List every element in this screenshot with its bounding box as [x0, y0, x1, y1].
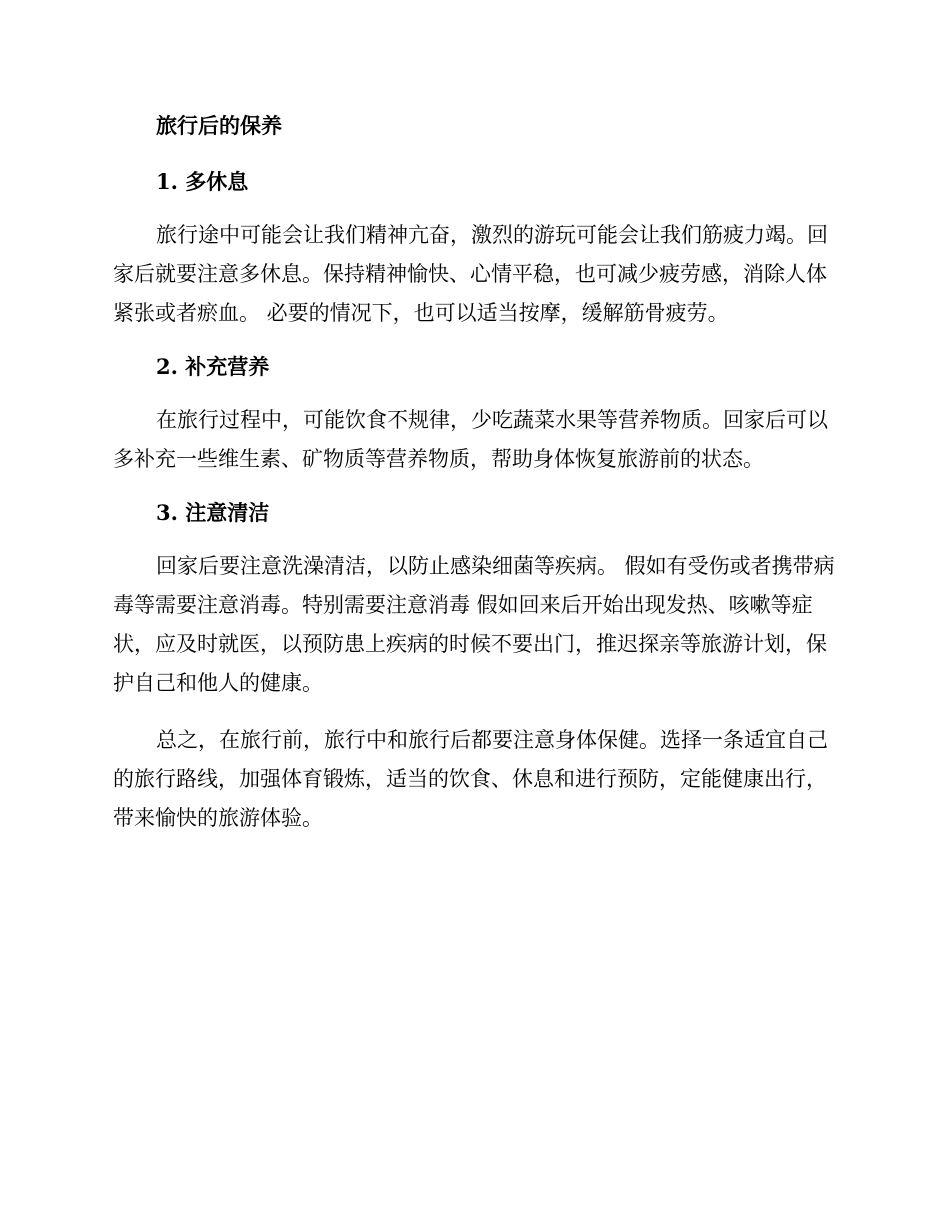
section-paragraph-rest: 旅行途中可能会让我们精神亢奋，激烈的游玩可能会让我们筋疲力竭。回家后就要注意多休息。保持精神愉快、心情平稳，也可减少疲劳感，消除人体紧张或者瘀血。 必要的情况下，也可以适当按摩，缓解筋骨疲劳。	[113, 223, 828, 325]
document-title: 旅行后的保养	[156, 113, 282, 138]
section-heading-rest: 1. 多休息	[156, 169, 249, 194]
section-heading-cleaning: 3. 注意清洁	[156, 500, 270, 525]
document-body	[113, 110, 839, 838]
section-paragraph-cleaning: 回家后要注意洗澡清洁，以防止感染细菌等疾病。 假如有受伤或者携带病毒等需要注意消毒。特别需要注意消毒 假如回来后开始出现发热、咳嗽等症状，应及时就医，以预防患上疾病的时候不要出门，推迟探亲等旅游计划，保护自己和他人的健康。	[113, 554, 835, 695]
section-heading-nutrition: 2. 补充营养	[156, 354, 270, 379]
section-paragraph-nutrition: 在旅行过程中，可能饮食不规律，少吃蔬菜水果等营养物质。回家后可以多补充一些维生素、矿物质等营养物质，帮助身体恢复旅游前的状态。	[113, 408, 828, 471]
conclusion-paragraph: 总之，在旅行前，旅行中和旅行后都要注意身体保健。选择一条适宜自己的旅行路线，加强体育锻炼，适当的饮食、休息和进行预防，定能健康出行，带来愉快的旅游体验。	[113, 728, 828, 830]
